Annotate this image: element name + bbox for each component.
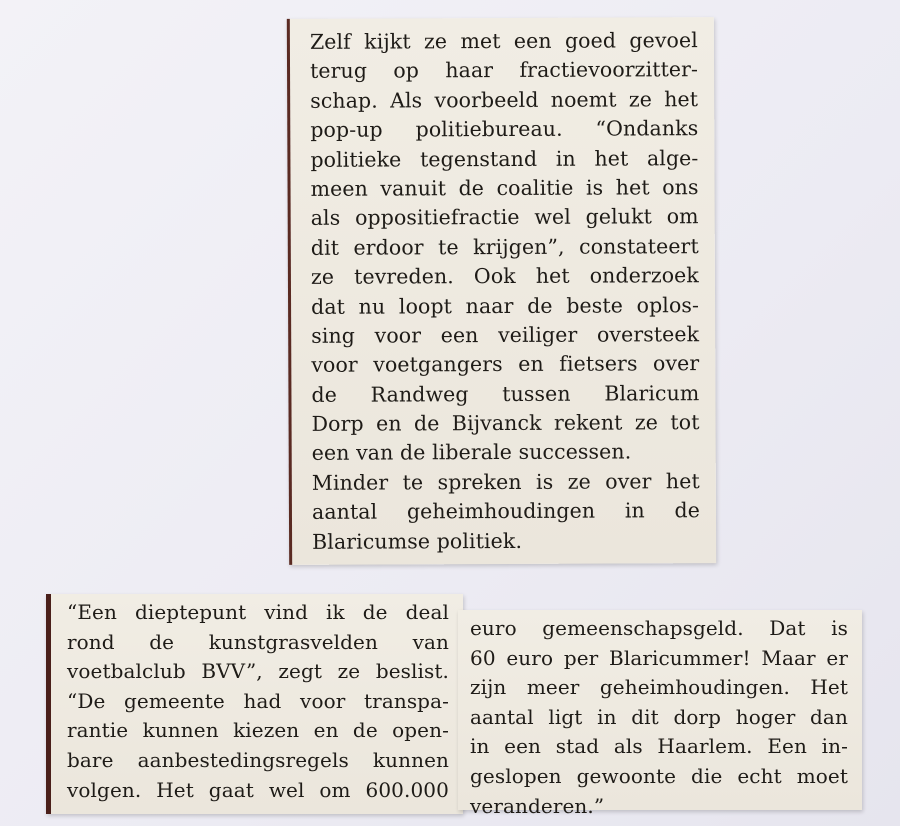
text-line: Minder te spreken is ze over het [311, 468, 700, 495]
text-line: sing voor een veiliger oversteek [311, 322, 700, 348]
text-line: dit erdoor te krijgen”, constateert [310, 233, 699, 260]
text-line: ze tevreden. Ook het onderzoek [310, 263, 699, 289]
text-line: in een stad als Haarlem. Een in- [470, 734, 848, 759]
text-line: euro gemeenschapsgeld. Dat is [470, 616, 848, 640]
newspaper-clipping-bottom-right [458, 610, 862, 818]
clipping-text [67, 598, 449, 805]
text-line: dat nu loopt naar de beste oplos- [311, 292, 700, 319]
text-line: aantal ligt in dit dorp hoger dan [470, 704, 848, 729]
clipping-text [310, 26, 700, 557]
newspaper-clipping-top [287, 17, 716, 565]
text-line: Blaricumse politiek. [312, 528, 523, 554]
text-line: voetbalclub BVV”, zegt ze beslist. [67, 659, 449, 684]
text-line: Dorp en de Bijvanck rekent ze tot [311, 410, 700, 436]
text-line: veranderen.” [470, 793, 605, 818]
newspaper-clipping-bottom-left [46, 594, 463, 814]
text-line: de Randweg tussen Blaricum [311, 380, 700, 407]
text-line: zijn meer geheimhoudingen. Het [470, 675, 848, 700]
text-line: politieke tegenstand in het alge- [310, 145, 699, 172]
text-line: meen vanuit de coalitie is het ons [310, 175, 699, 201]
text-line: voor voetgangers en fietsers over [311, 351, 700, 378]
clipping-text [470, 614, 848, 821]
text-line: Zelf kijkt ze met een goed gevoel [309, 28, 698, 54]
text-line: schap. Als voorbeeld noemt ze het [310, 86, 699, 113]
text-line: 60 euro per Blaricummer! Maar er [470, 645, 848, 670]
text-line: geslopen gewoonte die echt moet [470, 763, 848, 788]
text-line: pop-up politiebureau. “Ondanks [310, 116, 699, 143]
text-line: een van de liberale successen. [311, 439, 632, 466]
text-line: als oppositiefractie wel gelukt om [310, 204, 699, 231]
text-line: aantal geheimhoudingen in de [311, 498, 701, 525]
text-line: terug op haar fractievoorzitter- [309, 57, 699, 84]
text-line: rond de kunstgrasvelden van [67, 629, 449, 654]
text-line: rantie kunnen kiezen en de open- [67, 718, 449, 743]
text-line: volgen. Het gaat wel om 600.000 [67, 777, 449, 802]
text-line: “Een dieptepunt vind ik de deal [67, 600, 449, 624]
text-line: “De gemeente had voor transpa- [67, 688, 449, 713]
text-line: bare aanbestedingsregels kunnen [67, 747, 449, 772]
